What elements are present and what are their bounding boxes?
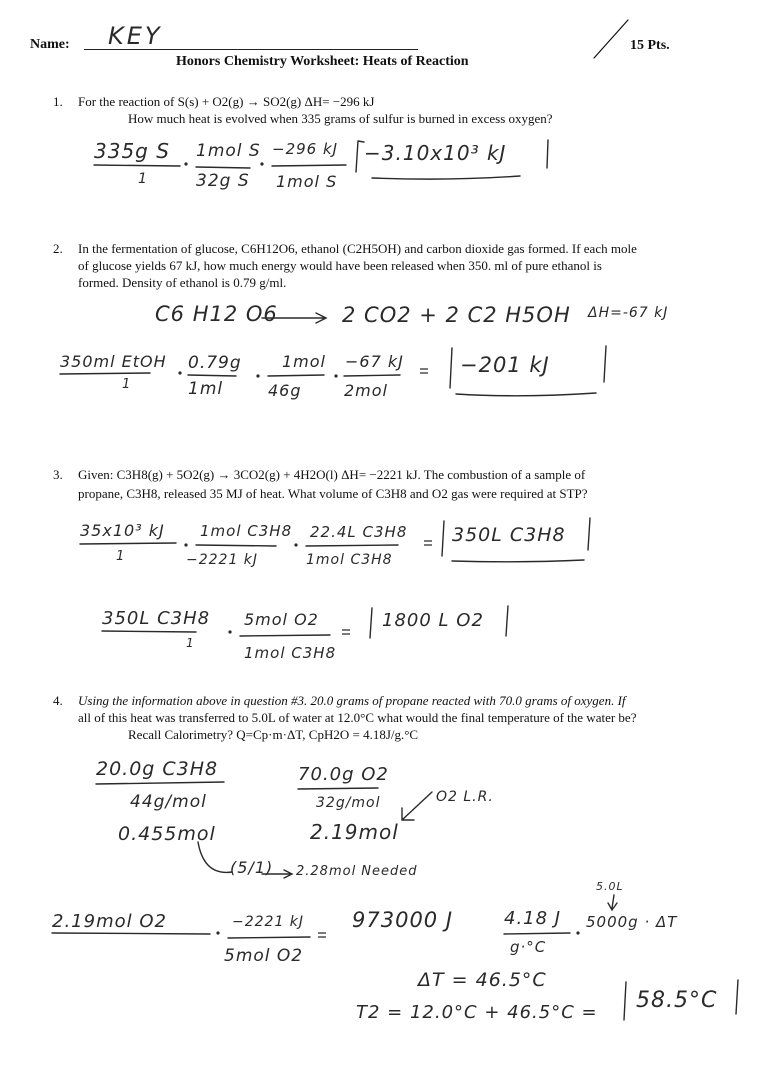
q4-volume-note: 5.0L [596,880,624,893]
q3-term3-den: 1mol C3H8 [306,552,393,568]
q4-number: 4. [53,693,63,708]
q2-term2-num: 0.79g [188,353,242,373]
q4-oxygen-den: 32g/mol [316,795,381,811]
q2-delta-h: ΔH=-67 kJ [588,305,669,321]
q3-line2: propane, C3H8, released 35 MJ of heat. What volume of C3H8 and O2 gas were required at STP? [78,486,588,501]
q1-term1-num: 335g S [94,139,170,163]
q3-step2-term1-den: 1 [186,636,195,650]
q1-number: 1. [53,94,63,109]
q4-calc-num2: −2221 kJ [232,914,305,930]
q4-mass: 5000g · ΔT [586,913,678,931]
q3-term2-den: −2221 kJ [186,552,259,568]
q2-products: 2 CO2 + 2 C2 H5OH [342,303,571,327]
q3-step2-term2-num: 5mol O2 [244,610,319,629]
q3-answer2: 1800 L O2 [382,610,484,631]
q1-term1-den: 1 [138,171,148,187]
q2-answer: −201 kJ [460,353,550,377]
q4-delta-t: ΔT = 46.5°C [418,969,547,991]
q1-term2-num: 1mol S [196,141,261,161]
points-label: 15 Pts. [630,38,670,53]
q1-term2-den: 32g S [196,171,250,191]
name-underline [84,49,418,50]
q4-oxygen-moles: 2.19mol [310,820,399,844]
q3-term1-num: 35x10³ kJ [80,521,165,540]
q2-line2: of glucose yields 67 kJ, how much energy would have been released when 350. ml of pure ethanol is [78,258,602,273]
q4-calc-den: 5mol O2 [224,946,304,966]
q2-term1-den: 1 [122,377,132,392]
q3-term3-num: 22.4L C3H8 [310,523,408,541]
q1-term3-den: 1mol S [276,172,338,191]
q3-step2-term1-num: 350L C3H8 [102,608,211,629]
q2-term4-num: −67 kJ [345,352,404,371]
q4-line1: Using the information above in question #3. 20.0 grams of propane reacted with 70.0 grams of oxygen. If [78,693,626,708]
q2-term3-den: 46g [268,381,302,400]
q2-term3-num: 1mol [282,352,326,371]
q3-number: 3. [53,467,63,482]
q1-line1: For the reaction of S(s) + O2(g) → SO2(g) ΔH= −296 kJ [78,94,375,109]
q2-term4-den: 2mol [344,381,388,400]
q2-number: 2. [53,241,63,256]
q2-term2-den: 1ml [188,379,224,399]
q2-line1: In the fermentation of glucose, C6H12O6, ethanol (C2H5OH) and carbon dioxide gas formed. If each mole [78,241,637,256]
q2-reactant: C6 H12 O6 [155,302,278,326]
q3-answer1: 350L C3H8 [452,524,566,546]
q4-propane-num: 20.0g C3H8 [96,758,219,780]
q3-line1: Given: C3H8(g) + 5O2(g) → 3CO2(g) + 4H2O(l) ΔH= −2221 kJ. The combustion of a sample of [78,467,586,482]
name-value: KEY [108,22,163,50]
q1-answer: −3.10x10³ kJ [364,141,507,165]
q2-line3: formed. Density of ethanol is 0.79 g/ml. [78,275,287,290]
q1-term3-num: −296 kJ [272,140,339,158]
q4-propane-den: 44g/mol [130,792,207,812]
q4-limiting-reagent: O2 L.R. [436,789,494,805]
page-title: Honors Chemistry Worksheet: Heats of Reaction [176,54,469,69]
q4-cp-num: 4.18 J [504,908,562,929]
q3-term2-num: 1mol C3H8 [200,522,293,540]
q4-oxygen-num: 70.0g O2 [298,764,389,785]
q4-line3: Recall Calorimetry? Q=Cp·m·ΔT, CpH2O = 4.18J/g.°C [128,727,419,742]
name-label: Name: [30,37,70,52]
q3-step2-term2-den: 1mol C3H8 [244,644,337,662]
q4-propane-moles: 0.455mol [118,823,216,845]
q4-needed: 2.28mol Needed [296,864,418,879]
q3-term1-den: 1 [116,549,126,564]
q2-term1-num: 350ml EtOH [60,352,167,371]
q4-mole-ratio: (5/1) [230,858,274,877]
q4-cp-den: g·°C [510,938,547,956]
q4-final-temp-eq: T2 = 12.0°C + 46.5°C = [356,1002,598,1023]
q4-calc-num1: 2.19mol O2 [52,911,167,932]
q4-heat: 973000 J [352,908,454,932]
q4-line2: all of this heat was transferred to 5.0L of water at 12.0°C what would the final temperature of the water be? [78,710,637,725]
q1-line2: How much heat is evolved when 335 grams of sulfur is burned in excess oxygen? [128,111,553,126]
q4-answer: 58.5°C [636,988,718,1013]
